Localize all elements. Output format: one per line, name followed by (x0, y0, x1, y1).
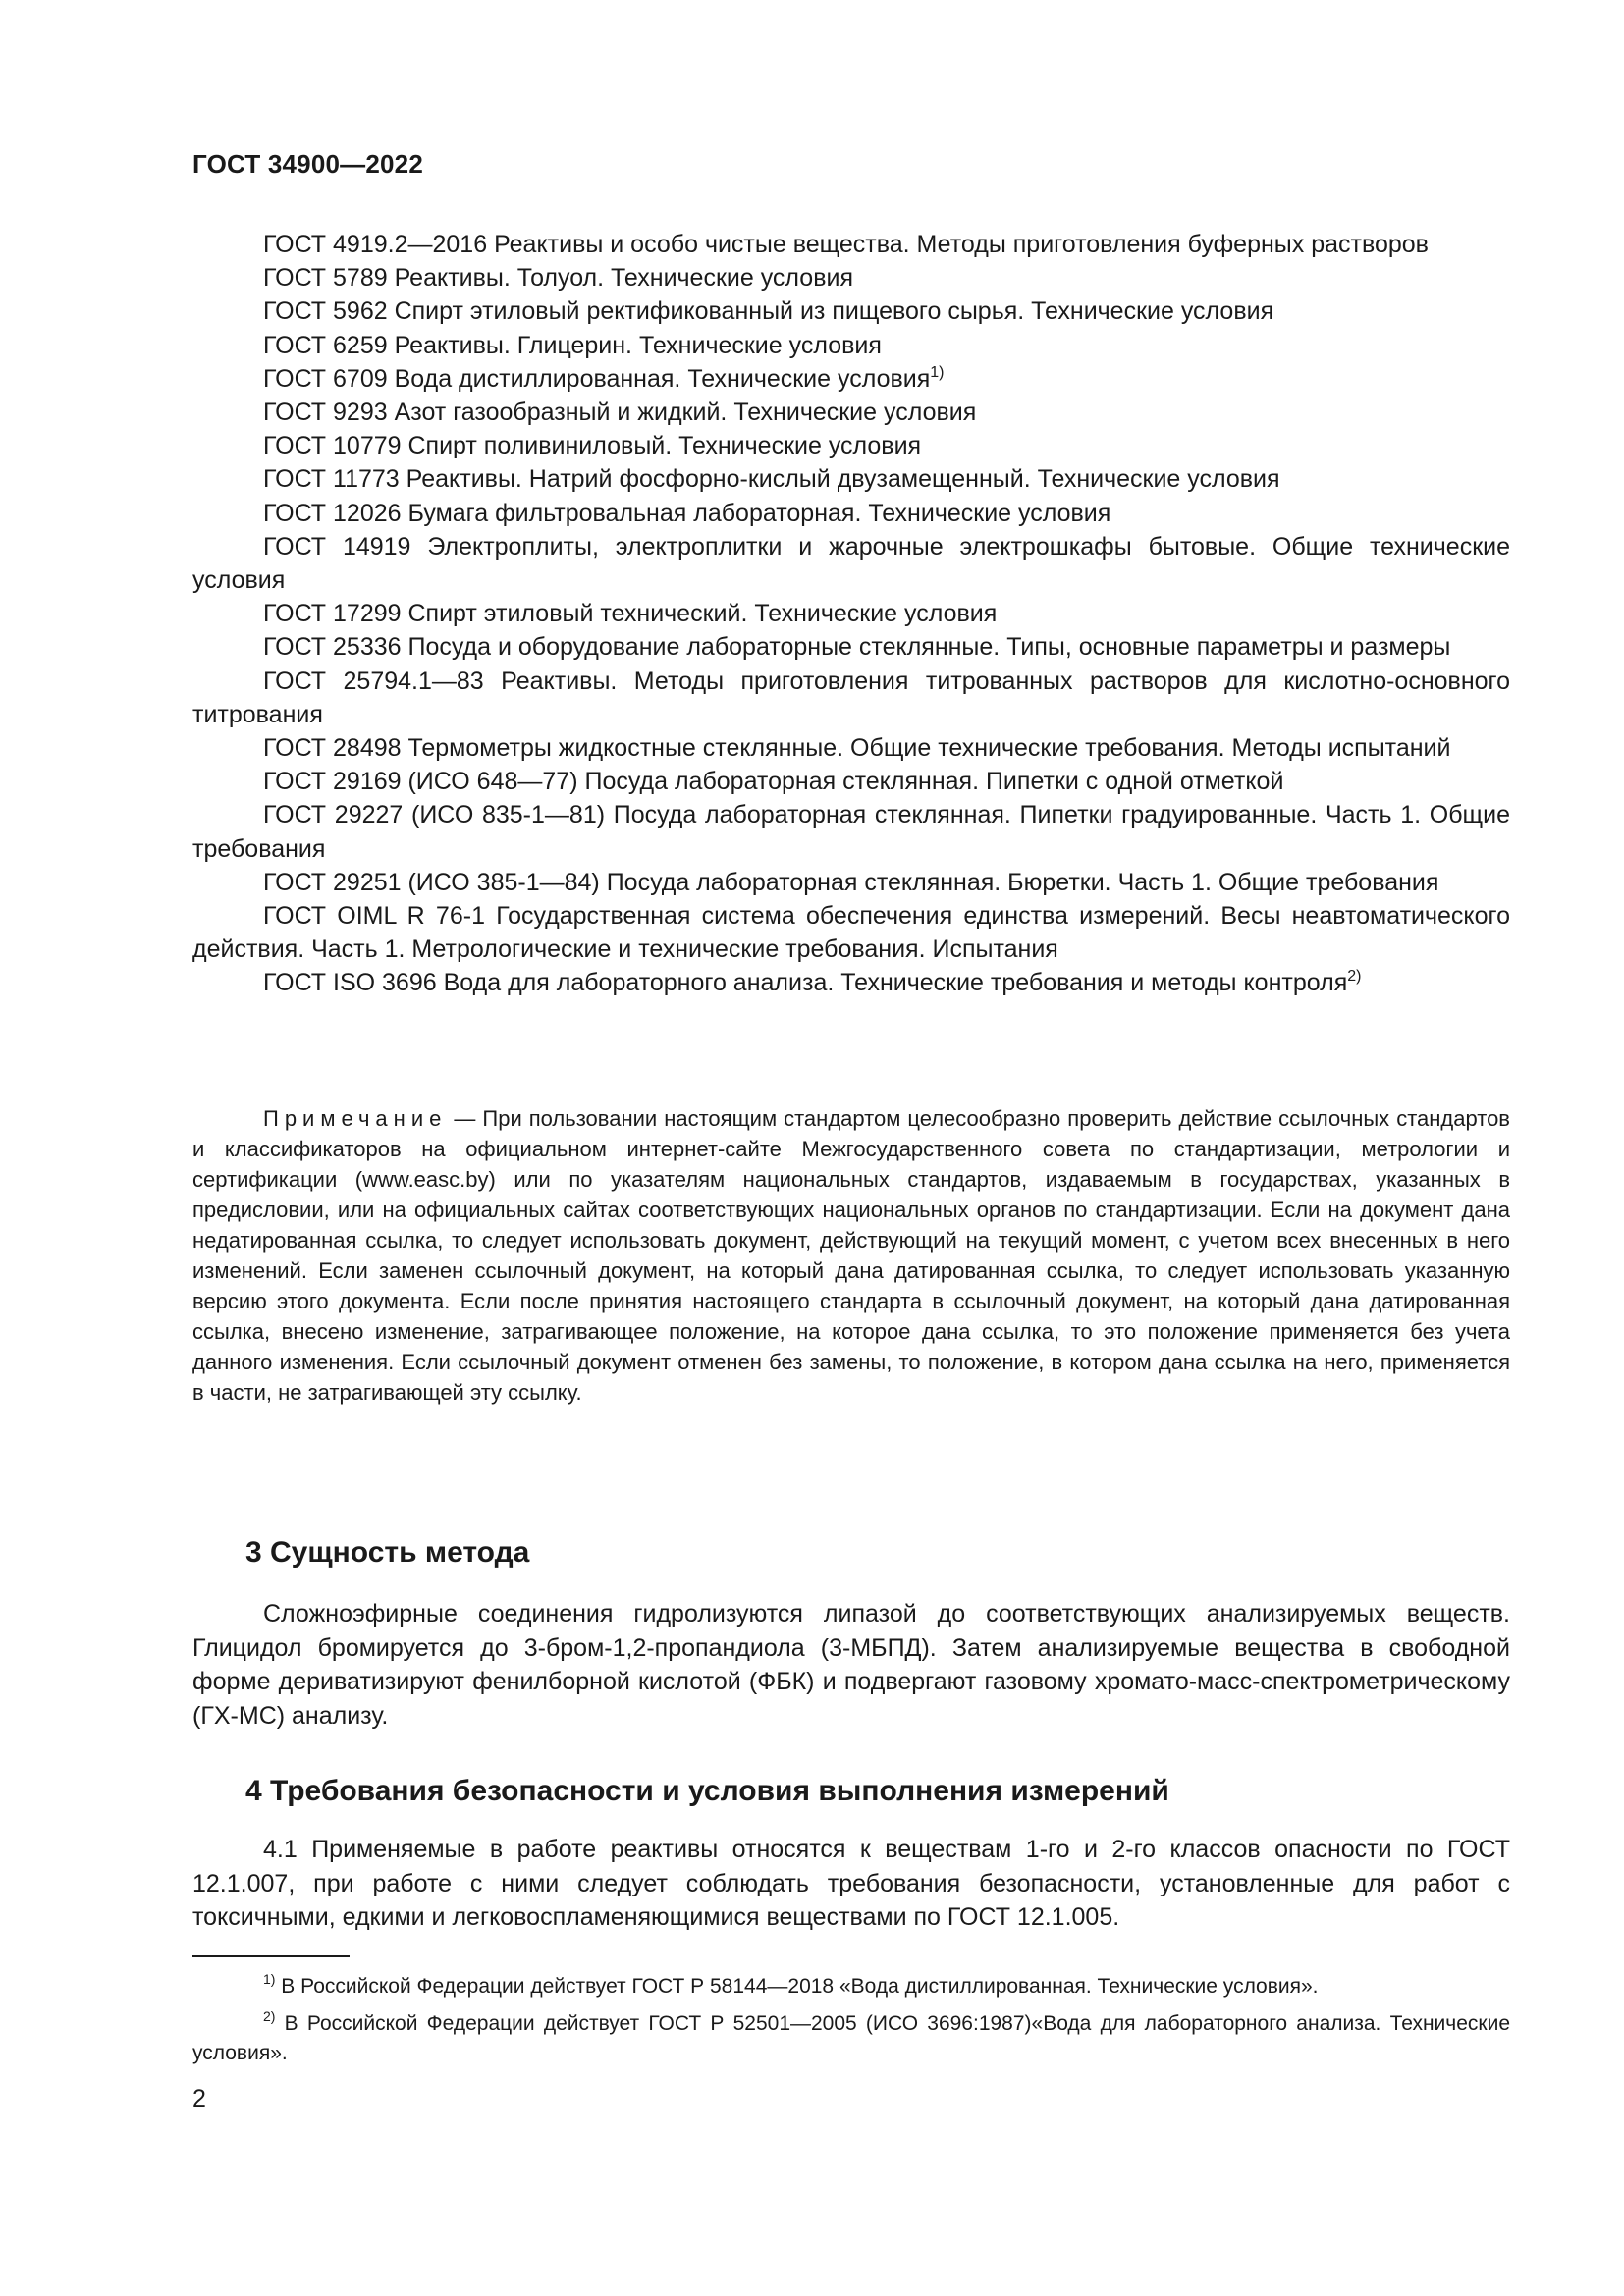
reference-item (192, 429, 1510, 462)
reference-code: ГОСТ 4919.2—2016 (263, 231, 488, 258)
footnote-ref-mark[interactable]: 2) (1347, 968, 1362, 986)
reference-title: Спирт этиловый ректификованный из пищевого сырья. Технические условия (394, 297, 1274, 326)
reference-code: ГОСТ 12026 (263, 499, 402, 527)
reference-title: Азот газообразный и жидкий. Технические условия (394, 399, 977, 427)
reference-title: Спирт поливиниловый. Технические условия (407, 432, 922, 460)
reference-item (192, 765, 1510, 798)
reference-title: Посуда лабораторная стеклянная. Пипетки градуированные. Часть 1. Общие требования (192, 801, 1510, 863)
reference-item (192, 866, 1510, 899)
footnote-1 (192, 1972, 1510, 2002)
reference-item (192, 665, 1510, 731)
reference-item (192, 261, 1510, 294)
section-4-heading: 4 Требования безопасности и условия выполнения измерений (245, 1775, 1169, 1807)
reference-item (192, 731, 1510, 765)
document-header: ГОСТ 34900—2022 (192, 149, 423, 179)
footnote-text: В Российской Федерации действует ГОСТ Р 58144—2018 «Вода дистиллированная. Технические условия». (281, 1975, 1319, 1998)
reference-title: Реактивы. Глицерин. Технические условия (394, 331, 882, 359)
section-3-paragraph: Сложноэфирные соединения гидролизуются липазой до соответствующих анализируемых веществ. Глицидол бромируется до 3-бром-1,2-пропандиола (3-МБПД). Затем анализируемые вещества в свободной форме дериватизируют фенилборной кислотой (ФБК) и подвергают газовому хромато-масс-спектрометрическому (ГХ-МС) анализу. (192, 1600, 1510, 1730)
reference-title: Термометры жидкостные стеклянные. Общие технические требования. Методы испытаний (407, 734, 1451, 763)
reference-code: ГОСТ 9293 (263, 399, 388, 427)
reference-title: Посуда лабораторная стеклянная. Бюретки. Часть 1. Общие требования (606, 868, 1439, 896)
reference-code: ГОСТ 6709 (263, 364, 388, 393)
reference-title: Спирт этиловый технический. Технические условия (407, 600, 998, 628)
reference-code: ГОСТ 29227 (ИСО 835-1—81) (263, 801, 606, 829)
reference-item (192, 530, 1510, 597)
reference-code: ГОСТ ISO 3696 (263, 969, 437, 997)
reference-item (192, 362, 1510, 396)
note-label: Примечание (263, 1106, 448, 1131)
reference-code: ГОСТ 10779 (263, 432, 402, 460)
reference-item (192, 396, 1510, 429)
reference-item (192, 597, 1510, 630)
reference-code: ГОСТ 28498 (263, 734, 402, 763)
reference-code: ГОСТ 11773 (263, 465, 400, 494)
reference-code: ГОСТ 14919 (263, 532, 411, 561)
reference-code: ГОСТ OIML R 76-1 (263, 902, 485, 931)
reference-item (192, 294, 1510, 328)
reference-item (192, 630, 1510, 664)
reference-title: Посуда лабораторная стеклянная. Пипетки с одной отметкой (584, 768, 1284, 796)
reference-code: ГОСТ 25794.1—83 (263, 667, 484, 695)
page-number: 2 (192, 2085, 206, 2112)
section-4-paragraph: 4.1 Применяемые в работе реактивы относятся к веществам 1-го и 2-го классов опасности по ГОСТ 12.1.007, при работе с ними следует соблюдать требования безопасности, установленные для работ с токсичными, едкими и легковоспламеняющимися веществами по ГОСТ 12.1.005. (192, 1836, 1510, 1931)
reference-item (192, 497, 1510, 530)
reference-item (192, 228, 1510, 261)
footnote-divider (192, 1955, 350, 1957)
reference-code: ГОСТ 29169 (ИСО 648—77) (263, 768, 578, 796)
reference-code: ГОСТ 5962 (263, 297, 388, 326)
reference-title: Реактивы. Толуол. Технические условия (394, 264, 853, 293)
reference-item (192, 798, 1510, 865)
reference-item (192, 329, 1510, 362)
reference-title: Государственная система обеспечения единства измерений. Весы неавтоматического действия. Часть 1. Метрологические и технические требования. Испытания (192, 902, 1511, 964)
footnote-mark: 1) (263, 1971, 276, 1987)
reference-code: ГОСТ 25336 (263, 633, 402, 662)
footnote-2 (192, 2009, 1510, 2068)
reference-title: Бумага фильтровальная лабораторная. Технические условия (407, 499, 1111, 527)
reference-title: Посуда и оборудование лабораторные стеклянные. Типы, основные параметры и размеры (407, 633, 1451, 662)
footnote-ref-mark[interactable]: 1) (930, 363, 945, 381)
footnote-text: В Российской Федерации действует ГОСТ Р 52501—2005 (ИСО 3696:1987)«Вода для лабораторного анализа. Технические условия». (192, 2012, 1510, 2064)
reference-title: Вода дистиллированная. Технические условия (394, 364, 931, 393)
note-paragraph (192, 1103, 1510, 1408)
reference-code: ГОСТ 17299 (263, 600, 402, 628)
note-text: — При пользовании настоящим стандартом целесообразно проверить действие ссылочных стандартов и классификаторов на официальном интернет-сайте Межгосударственного совета по стандартизации, метрологии и сертификации (www.easc.by) или по указателям национальных стандартов, издаваемым в государствах, указанных в предисловии, или на официальных сайтах соответствующих национальных органов по стандартизации. Если на документ дана недатированная ссылка, то следует использовать документ, действующий на текущий момент, с учетом всех внесенных в него изменений. Если заменен ссылочный документ, на который дана датированная ссылка, то следует использовать указанную версию этого документа. Если после принятия настоящего стандарта в ссылочный документ, на который дана датированная ссылка, внесено изменение, затрагивающее положение, на которое дана ссылка, то это положение применяется без учета данного изменения. Если ссылочный документ отменен без замены, то положение, в котором дана ссылка на него, применяется в части, не затрагивающей эту ссылку. (192, 1106, 1510, 1405)
section-3-heading: 3 Сущность метода (245, 1536, 530, 1569)
reference-code: ГОСТ 29251 (ИСО 385-1—84) (263, 868, 600, 896)
normative-references-list (192, 228, 1510, 1000)
reference-title: Реактивы. Натрий фосфорно-кислый двузамещенный. Технические условия (406, 465, 1280, 494)
reference-title: Реактивы. Методы приготовления титрованных растворов для кислотно-основного титрования (192, 667, 1511, 728)
reference-code: ГОСТ 5789 (263, 264, 388, 293)
reference-title: Электроплиты, электроплитки и жарочные электрошкафы бытовые. Общие технические условия (192, 532, 1510, 595)
reference-title: Реактивы и особо чистые вещества. Методы приготовления буферных растворов (494, 231, 1429, 258)
reference-title: Вода для лабораторного анализа. Технические требования и методы контроля (443, 969, 1348, 997)
reference-item (192, 462, 1510, 496)
reference-code: ГОСТ 6259 (263, 331, 388, 359)
reference-item (192, 899, 1510, 966)
reference-item (192, 966, 1510, 999)
footnote-mark: 2) (263, 2008, 276, 2024)
